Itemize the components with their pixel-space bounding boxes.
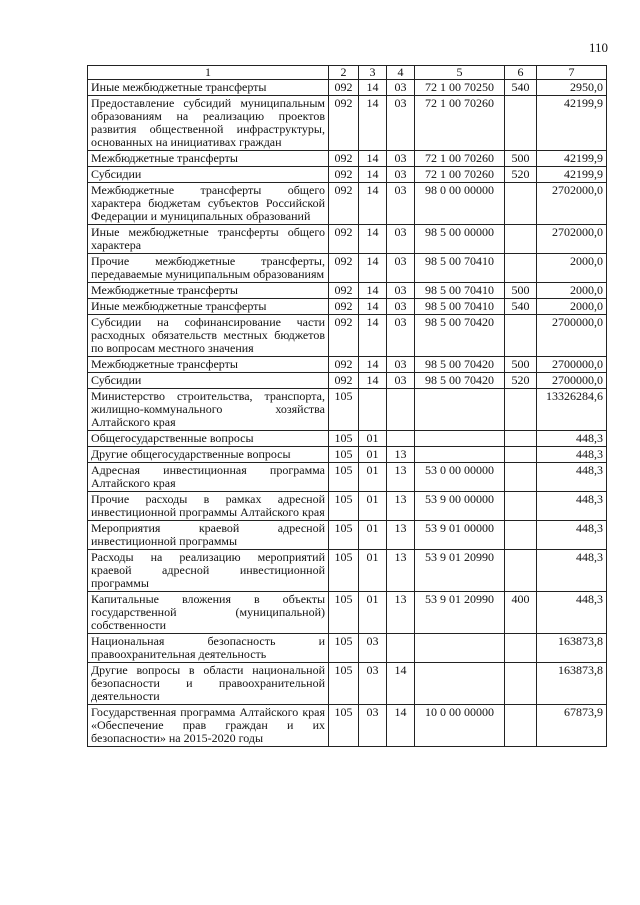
- row-ministry-code-cell: 105: [329, 447, 359, 463]
- row-subsection-cell: 14: [387, 663, 415, 705]
- row-subsection-cell: 03: [387, 315, 415, 357]
- row-target-article-cell: 53 9 00 00000: [415, 492, 505, 521]
- table-row: [88, 634, 607, 663]
- row-section-cell: 14: [359, 299, 387, 315]
- row-subsection-cell: 03: [387, 299, 415, 315]
- column-header: 7: [537, 66, 607, 80]
- row-ministry-code-cell: 092: [329, 299, 359, 315]
- row-amount-cell: 42199,9: [537, 167, 607, 183]
- row-subsection-cell: 03: [387, 225, 415, 254]
- row-section-cell: 14: [359, 96, 387, 151]
- row-amount-cell: 163873,8: [537, 663, 607, 705]
- row-subsection-cell: 03: [387, 183, 415, 225]
- table-row: [88, 183, 607, 225]
- row-name-cell: Государственная программа Алтайского края «Обеспечение прав граждан и их безопасности» на 2015-2020 годы: [88, 705, 329, 747]
- row-name-cell: Другие вопросы в области национальной безопасности и правоохранительной деятельности: [88, 663, 329, 705]
- table-row: [88, 283, 607, 299]
- row-ministry-code-cell: 092: [329, 357, 359, 373]
- row-subsection-cell: 13: [387, 550, 415, 592]
- row-expense-type-cell: [505, 96, 537, 151]
- row-name-cell: Национальная безопасность и правоохранительная деятельность: [88, 634, 329, 663]
- row-target-article-cell: 53 0 00 00000: [415, 463, 505, 492]
- row-amount-cell: 2700000,0: [537, 357, 607, 373]
- row-section-cell: 14: [359, 183, 387, 225]
- row-target-article-cell: 98 5 00 00000: [415, 225, 505, 254]
- row-name-cell: Межбюджетные трансферты: [88, 357, 329, 373]
- row-target-article-cell: [415, 447, 505, 463]
- row-ministry-code-cell: 105: [329, 663, 359, 705]
- column-header: 5: [415, 66, 505, 80]
- row-subsection-cell: 03: [387, 357, 415, 373]
- row-ministry-code-cell: 105: [329, 431, 359, 447]
- row-name-cell: Адресная инвестиционная программа Алтайского края: [88, 463, 329, 492]
- row-expense-type-cell: [505, 705, 537, 747]
- row-subsection-cell: 03: [387, 80, 415, 96]
- table-row: [88, 357, 607, 373]
- row-subsection-cell: 13: [387, 592, 415, 634]
- row-expense-type-cell: [505, 389, 537, 431]
- row-expense-type-cell: 500: [505, 151, 537, 167]
- row-name-cell: Субсидии: [88, 167, 329, 183]
- row-amount-cell: 13326284,6: [537, 389, 607, 431]
- row-name-cell: Иные межбюджетные трансферты: [88, 80, 329, 96]
- row-expense-type-cell: [505, 254, 537, 283]
- row-section-cell: 14: [359, 373, 387, 389]
- column-header: 4: [387, 66, 415, 80]
- row-subsection-cell: 14: [387, 705, 415, 747]
- row-target-article-cell: 98 0 00 00000: [415, 183, 505, 225]
- row-target-article-cell: 98 5 00 70420: [415, 357, 505, 373]
- row-amount-cell: 448,3: [537, 492, 607, 521]
- row-subsection-cell: 13: [387, 521, 415, 550]
- table-row: [88, 80, 607, 96]
- row-ministry-code-cell: 092: [329, 373, 359, 389]
- table-row: [88, 96, 607, 151]
- column-header: 2: [329, 66, 359, 80]
- row-ministry-code-cell: 105: [329, 705, 359, 747]
- row-section-cell: 14: [359, 167, 387, 183]
- table-row: [88, 167, 607, 183]
- column-header: 1: [88, 66, 329, 80]
- table-row: [88, 389, 607, 431]
- row-target-article-cell: 72 1 00 70260: [415, 167, 505, 183]
- table-row: [88, 550, 607, 592]
- row-section-cell: 14: [359, 80, 387, 96]
- table-row: [88, 447, 607, 463]
- row-target-article-cell: 98 5 00 70420: [415, 373, 505, 389]
- row-amount-cell: 2000,0: [537, 254, 607, 283]
- row-amount-cell: 448,3: [537, 592, 607, 634]
- row-section-cell: 01: [359, 550, 387, 592]
- column-header: 3: [359, 66, 387, 80]
- table-row: [88, 315, 607, 357]
- row-ministry-code-cell: 092: [329, 283, 359, 299]
- row-ministry-code-cell: 092: [329, 96, 359, 151]
- row-amount-cell: 163873,8: [537, 634, 607, 663]
- row-subsection-cell: [387, 634, 415, 663]
- row-target-article-cell: 98 5 00 70420: [415, 315, 505, 357]
- row-subsection-cell: 13: [387, 463, 415, 492]
- page-number: 110: [588, 40, 608, 55]
- row-subsection-cell: 13: [387, 492, 415, 521]
- row-section-cell: 01: [359, 521, 387, 550]
- row-ministry-code-cell: 105: [329, 389, 359, 431]
- row-name-cell: Капитальные вложения в объекты государственной (муниципальной) собственности: [88, 592, 329, 634]
- budget-table: [87, 65, 607, 747]
- row-target-article-cell: [415, 431, 505, 447]
- row-amount-cell: 2000,0: [537, 299, 607, 315]
- row-amount-cell: 2700000,0: [537, 373, 607, 389]
- row-section-cell: 03: [359, 663, 387, 705]
- row-amount-cell: 2702000,0: [537, 183, 607, 225]
- row-expense-type-cell: [505, 183, 537, 225]
- row-subsection-cell: 03: [387, 254, 415, 283]
- row-section-cell: 01: [359, 463, 387, 492]
- row-section-cell: 14: [359, 151, 387, 167]
- row-subsection-cell: 03: [387, 167, 415, 183]
- table-body: [88, 80, 607, 747]
- row-section-cell: 01: [359, 592, 387, 634]
- row-expense-type-cell: [505, 634, 537, 663]
- row-name-cell: Субсидии: [88, 373, 329, 389]
- row-target-article-cell: 72 1 00 70250: [415, 80, 505, 96]
- row-name-cell: Общегосударственные вопросы: [88, 431, 329, 447]
- row-name-cell: Иные межбюджетные трансферты общего характера: [88, 225, 329, 254]
- table-row: [88, 373, 607, 389]
- row-expense-type-cell: 400: [505, 592, 537, 634]
- row-section-cell: 14: [359, 283, 387, 299]
- row-section-cell: [359, 389, 387, 431]
- table-row: [88, 663, 607, 705]
- header-row: [88, 66, 607, 80]
- table-row: [88, 592, 607, 634]
- row-name-cell: Другие общегосударственные вопросы: [88, 447, 329, 463]
- row-target-article-cell: [415, 663, 505, 705]
- row-ministry-code-cell: 092: [329, 151, 359, 167]
- row-target-article-cell: [415, 389, 505, 431]
- table-row: [88, 151, 607, 167]
- row-section-cell: 14: [359, 357, 387, 373]
- row-section-cell: 14: [359, 254, 387, 283]
- row-expense-type-cell: [505, 521, 537, 550]
- row-section-cell: 01: [359, 447, 387, 463]
- row-name-cell: Расходы на реализацию мероприятий краевой адресной инвестиционной программы: [88, 550, 329, 592]
- row-ministry-code-cell: 092: [329, 225, 359, 254]
- table-row: [88, 705, 607, 747]
- row-expense-type-cell: 500: [505, 283, 537, 299]
- row-expense-type-cell: [505, 463, 537, 492]
- row-subsection-cell: [387, 389, 415, 431]
- row-ministry-code-cell: 092: [329, 80, 359, 96]
- row-section-cell: 03: [359, 705, 387, 747]
- row-subsection-cell: 03: [387, 373, 415, 389]
- row-name-cell: Межбюджетные трансферты: [88, 151, 329, 167]
- row-expense-type-cell: 500: [505, 357, 537, 373]
- row-ministry-code-cell: 092: [329, 167, 359, 183]
- row-subsection-cell: 13: [387, 447, 415, 463]
- row-amount-cell: 67873,9: [537, 705, 607, 747]
- row-section-cell: 14: [359, 315, 387, 357]
- row-name-cell: Прочие межбюджетные трансферты, передаваемые муниципальным образованиям: [88, 254, 329, 283]
- row-expense-type-cell: [505, 225, 537, 254]
- row-name-cell: Иные межбюджетные трансферты: [88, 299, 329, 315]
- table-row: [88, 463, 607, 492]
- row-target-article-cell: [415, 634, 505, 663]
- row-subsection-cell: 03: [387, 151, 415, 167]
- row-ministry-code-cell: 105: [329, 521, 359, 550]
- row-amount-cell: 42199,9: [537, 151, 607, 167]
- row-target-article-cell: 53 9 01 20990: [415, 550, 505, 592]
- row-expense-type-cell: [505, 663, 537, 705]
- row-target-article-cell: 53 9 01 20990: [415, 592, 505, 634]
- row-subsection-cell: 03: [387, 96, 415, 151]
- row-amount-cell: 2702000,0: [537, 225, 607, 254]
- row-ministry-code-cell: 105: [329, 492, 359, 521]
- row-amount-cell: 2700000,0: [537, 315, 607, 357]
- table-row: [88, 492, 607, 521]
- row-amount-cell: 448,3: [537, 550, 607, 592]
- row-expense-type-cell: [505, 431, 537, 447]
- row-name-cell: Прочие расходы в рамках адресной инвестиционной программы Алтайского края: [88, 492, 329, 521]
- table-row: [88, 431, 607, 447]
- row-name-cell: Межбюджетные трансферты общего характера бюджетам субъектов Российской Федерации и муниципальных образований: [88, 183, 329, 225]
- row-amount-cell: 2000,0: [537, 283, 607, 299]
- row-amount-cell: 2950,0: [537, 80, 607, 96]
- row-amount-cell: 42199,9: [537, 96, 607, 151]
- row-section-cell: 03: [359, 634, 387, 663]
- column-header: 6: [505, 66, 537, 80]
- table-row: [88, 521, 607, 550]
- row-ministry-code-cell: 105: [329, 550, 359, 592]
- row-target-article-cell: 53 9 01 00000: [415, 521, 505, 550]
- row-expense-type-cell: [505, 447, 537, 463]
- row-expense-type-cell: [505, 550, 537, 592]
- row-section-cell: 01: [359, 492, 387, 521]
- row-expense-type-cell: 520: [505, 167, 537, 183]
- row-expense-type-cell: [505, 315, 537, 357]
- row-expense-type-cell: 540: [505, 80, 537, 96]
- row-name-cell: Межбюджетные трансферты: [88, 283, 329, 299]
- row-name-cell: Предоставление субсидий муниципальным образованиям на реализацию проектов развития общественной инфраструктуры, основанных на инициативах граждан: [88, 96, 329, 151]
- row-expense-type-cell: 520: [505, 373, 537, 389]
- table-row: [88, 225, 607, 254]
- row-amount-cell: 448,3: [537, 431, 607, 447]
- row-section-cell: 14: [359, 225, 387, 254]
- row-target-article-cell: 98 5 00 70410: [415, 299, 505, 315]
- row-subsection-cell: 03: [387, 283, 415, 299]
- row-expense-type-cell: [505, 492, 537, 521]
- row-name-cell: Субсидии на софинансирование части расходных обязательств местных бюджетов по вопросам местного значения: [88, 315, 329, 357]
- row-ministry-code-cell: 105: [329, 592, 359, 634]
- row-target-article-cell: 72 1 00 70260: [415, 151, 505, 167]
- row-target-article-cell: 98 5 00 70410: [415, 254, 505, 283]
- row-amount-cell: 448,3: [537, 447, 607, 463]
- row-ministry-code-cell: 092: [329, 315, 359, 357]
- row-target-article-cell: 72 1 00 70260: [415, 96, 505, 151]
- row-ministry-code-cell: 092: [329, 183, 359, 225]
- row-target-article-cell: 10 0 00 00000: [415, 705, 505, 747]
- row-amount-cell: 448,3: [537, 521, 607, 550]
- row-ministry-code-cell: 105: [329, 634, 359, 663]
- row-amount-cell: 448,3: [537, 463, 607, 492]
- row-name-cell: Министерство строительства, транспорта, жилищно-коммунального хозяйства Алтайского края: [88, 389, 329, 431]
- row-target-article-cell: 98 5 00 70410: [415, 283, 505, 299]
- row-section-cell: 01: [359, 431, 387, 447]
- row-subsection-cell: [387, 431, 415, 447]
- row-ministry-code-cell: 105: [329, 463, 359, 492]
- table-row: [88, 299, 607, 315]
- row-name-cell: Мероприятия краевой адресной инвестиционной программы: [88, 521, 329, 550]
- row-ministry-code-cell: 092: [329, 254, 359, 283]
- row-expense-type-cell: 540: [505, 299, 537, 315]
- table-row: [88, 254, 607, 283]
